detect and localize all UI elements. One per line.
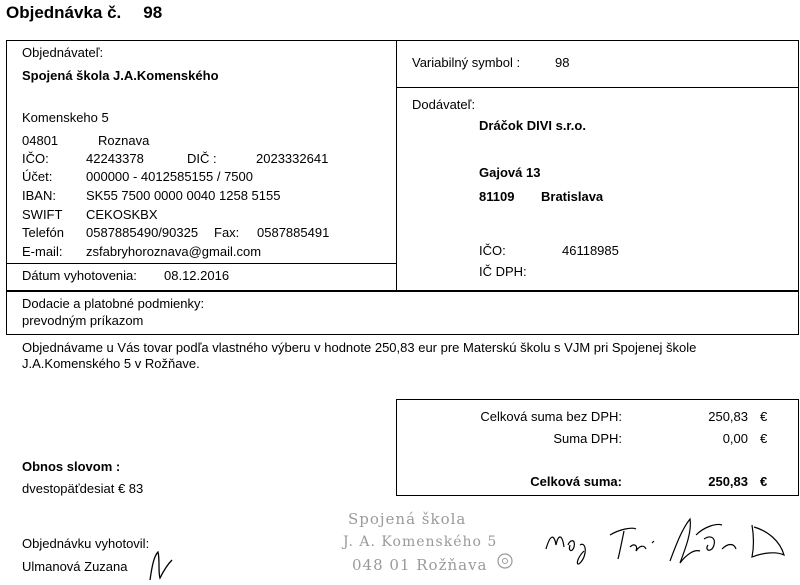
terms-label: Dodacie a platobné podmienky: <box>22 296 205 311</box>
orderer-zip: 04801 <box>22 133 59 148</box>
variable-symbol-label: Variabilný symbol : <box>412 55 521 70</box>
initials-mark <box>146 546 176 582</box>
stamp-line2: J. A. Komenského 5 <box>343 534 498 550</box>
orderer-city: Roznava <box>98 133 150 148</box>
terms-value: prevodným príkazom <box>22 313 144 328</box>
supplier-icdph-label: IČ DPH: <box>479 264 527 279</box>
orderer-ico-label: IČO: <box>22 151 49 166</box>
net-total-currency: € <box>760 409 768 424</box>
orderer-iban-label: IBAN: <box>22 188 56 203</box>
variable-symbol-value: 98 <box>555 55 570 70</box>
stamp-seal-icon <box>496 552 514 570</box>
order-description-line2: J.A.Komenského 5 v Rožňave. <box>22 356 200 371</box>
net-total-value: 250,83 <box>708 409 748 424</box>
order-description-line1: Objednávame u Vás tovar podľa vlastného výberu v hodnote 250,83 eur pre Materskú školu s VJM pri Spojenej škole <box>22 340 697 355</box>
orderer-email-label: E-mail: <box>22 244 63 259</box>
orderer-name: Spojená škola J.A.Komenského <box>22 68 219 83</box>
in-words-value: dvestopäťdesiat € 83 <box>22 481 144 496</box>
issued-by-name: Ulmanová Zuzana <box>22 559 128 574</box>
stamp-line1: Spojená škola <box>348 510 467 528</box>
orderer-account: 000000 - 4012585155 / 7500 <box>86 169 253 184</box>
orderer-phone-label: Telefón <box>22 225 64 240</box>
order-title <box>6 3 162 23</box>
orderer-dic-label: DIČ : <box>187 151 217 166</box>
orderer-email: zsfabryhoroznava@gmail.com <box>86 244 262 259</box>
issue-date: 08.12.2016 <box>164 268 230 283</box>
order-title-label: Objednávka č. <box>6 3 122 22</box>
supplier-city: Bratislava <box>541 189 604 204</box>
supplier-street: Gajová 13 <box>479 165 541 180</box>
in-words-label: Obnos slovom : <box>22 459 121 474</box>
orderer-iban: SK55 7500 0000 0040 1258 5155 <box>86 188 281 203</box>
orderer-phone: 0587885490/90325 <box>86 225 199 240</box>
orderer-fax-label: Fax: <box>214 225 240 240</box>
vat-currency: € <box>760 431 768 446</box>
orderer-street: Komenskeho 5 <box>22 110 109 125</box>
signature-icon <box>540 505 795 575</box>
order-number: 98 <box>143 3 163 22</box>
supplier-name: Dráčok DIVI s.r.o. <box>479 118 586 133</box>
stamp-line3: 048 01 Rožňava <box>352 556 488 574</box>
vat-value: 0,00 <box>722 431 748 446</box>
supplier-ico-label: IČO: <box>479 243 506 258</box>
net-total-label: Celková suma bez DPH: <box>480 409 622 424</box>
date-divider <box>6 263 396 264</box>
orderer-label: Objednávateľ: <box>22 45 104 60</box>
vs-divider <box>396 87 799 88</box>
supplier-label: Dodávateľ: <box>412 97 476 112</box>
orderer-dic: 2023332641 <box>256 151 329 166</box>
orderer-swift: CEKOSKBX <box>86 207 158 222</box>
orderer-ico: 42243378 <box>86 151 144 166</box>
supplier-zip: 81109 <box>479 189 515 204</box>
issued-by-label: Objednávku vyhotovil: <box>22 536 150 551</box>
orderer-fax: 0587885491 <box>257 225 330 240</box>
grand-total-label: Celková suma: <box>530 474 622 489</box>
orderer-account-label: Účet: <box>22 169 53 184</box>
parties-divider <box>396 40 397 291</box>
supplier-ico: 46118985 <box>562 243 619 258</box>
orderer-swift-label: SWIFT <box>22 207 63 222</box>
grand-total-value: 250,83 <box>708 474 748 489</box>
issue-date-label: Dátum vyhotovenia: <box>22 268 137 283</box>
vat-label: Suma DPH: <box>553 431 622 446</box>
grand-total-currency: € <box>760 474 768 489</box>
